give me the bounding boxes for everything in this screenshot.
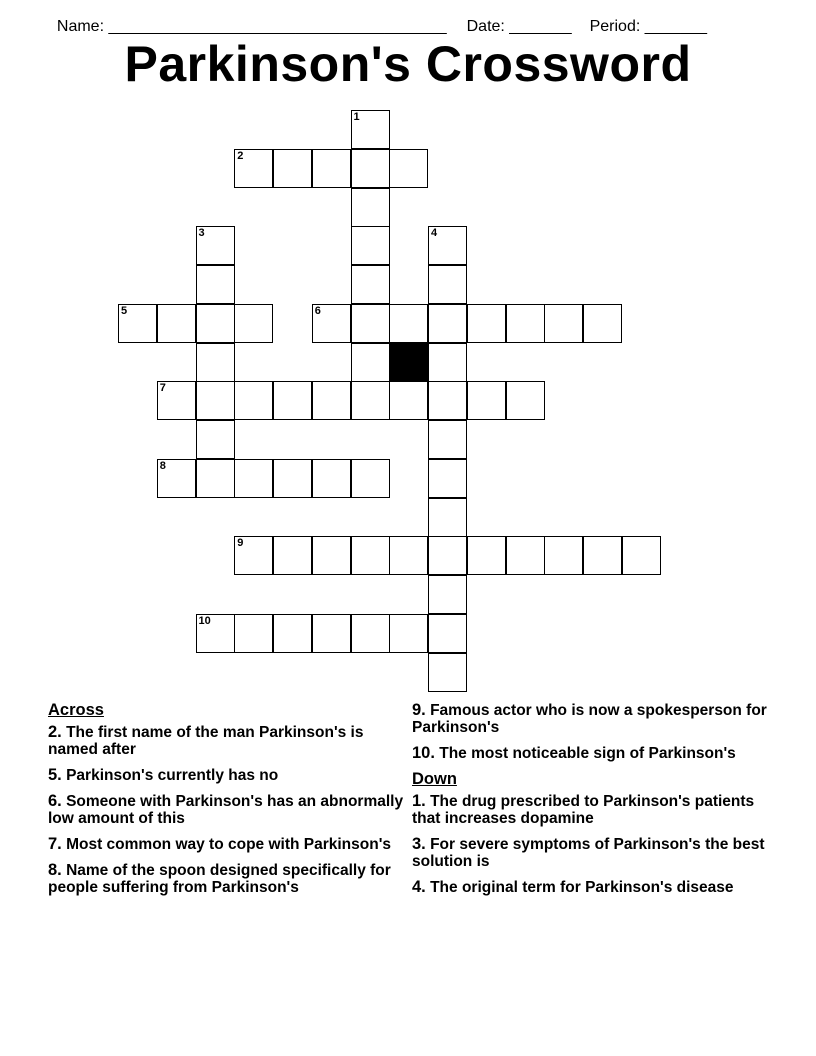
grid-cell[interactable]: [273, 614, 312, 653]
grid-cell[interactable]: [351, 149, 390, 188]
grid-cell[interactable]: [312, 459, 351, 498]
clue-number: 8: [159, 459, 166, 472]
grid-cell[interactable]: [196, 614, 235, 653]
grid-cell[interactable]: [389, 381, 428, 420]
grid-cell[interactable]: [234, 536, 273, 575]
grid-cell[interactable]: [351, 381, 390, 420]
grid-cell[interactable]: [273, 459, 312, 498]
across-clue-6: 6. Someone with Parkinson's has an abnormally low amount of this: [48, 792, 404, 827]
grid-cell[interactable]: [273, 536, 312, 575]
grid-cell[interactable]: [351, 343, 390, 382]
down-clue-3: 3. For severe symptoms of Parkinson's the best solution is: [412, 835, 765, 870]
grid-cell[interactable]: [389, 536, 428, 575]
grid-cell[interactable]: [312, 149, 351, 188]
clue-number: 5: [121, 304, 128, 317]
grid-cell[interactable]: [118, 304, 157, 343]
grid-cell[interactable]: [389, 149, 428, 188]
page-title: Parkinson's Crossword: [124, 36, 692, 92]
grid-cell[interactable]: [196, 343, 235, 382]
across-clue-7: 7. Most common way to cope with Parkinson's: [48, 835, 392, 853]
grid-cell[interactable]: [234, 149, 273, 188]
clues-column-left: [48, 702, 408, 905]
grid-cell[interactable]: [312, 536, 351, 575]
grid-cell[interactable]: [428, 459, 467, 498]
grid-cell[interactable]: [351, 110, 390, 149]
across-clue-10: 10. The most noticeable sign of Parkinson's: [412, 744, 736, 762]
clue-number: 9: [237, 537, 244, 550]
grid-cell[interactable]: [428, 304, 467, 343]
grid-cell[interactable]: [428, 420, 467, 459]
grid-cell[interactable]: [544, 304, 583, 343]
grid-cell[interactable]: [583, 304, 622, 343]
grid-cell[interactable]: [544, 536, 583, 575]
grid-cell[interactable]: [157, 459, 196, 498]
grid-cell[interactable]: [428, 614, 467, 653]
grid-cell[interactable]: [234, 614, 273, 653]
grid-cell[interactable]: [506, 536, 545, 575]
grid-cell[interactable]: [467, 304, 506, 343]
clue-number: 10: [198, 614, 211, 627]
grid-cell[interactable]: [351, 614, 390, 653]
grid-cell[interactable]: [351, 226, 390, 265]
grid-cell[interactable]: [428, 381, 467, 420]
grid-cell[interactable]: [196, 459, 235, 498]
grid-cell[interactable]: [622, 536, 661, 575]
grid-cell[interactable]: [196, 304, 235, 343]
grid-cell[interactable]: [351, 188, 390, 227]
grid-cell[interactable]: [506, 381, 545, 420]
grid-cell[interactable]: [157, 381, 196, 420]
clue-number: 1: [353, 111, 360, 123]
grid-cell[interactable]: [312, 614, 351, 653]
grid-cell[interactable]: [428, 653, 467, 692]
grid-cell[interactable]: [312, 381, 351, 420]
grid-cell[interactable]: [428, 575, 467, 614]
clue-number: 4: [431, 227, 438, 240]
grid-cell[interactable]: [234, 381, 273, 420]
clue-number: 2: [237, 149, 244, 162]
grid-cell[interactable]: [583, 536, 622, 575]
grid-cell[interactable]: [273, 381, 312, 420]
grid-cell[interactable]: [351, 536, 390, 575]
grid-cell[interactable]: [467, 381, 506, 420]
across-heading: Across: [48, 701, 104, 719]
grid-cell[interactable]: [196, 265, 235, 304]
grid-cell[interactable]: [428, 536, 467, 575]
grid-cell[interactable]: [351, 265, 390, 304]
period-field-label[interactable]: Period: _______: [589, 18, 708, 35]
grid-cell[interactable]: [389, 304, 428, 343]
grid-cell[interactable]: [428, 265, 467, 304]
down-clue-4: 4. The original term for Parkinson's disease: [412, 878, 734, 896]
grid-cell[interactable]: [351, 304, 390, 343]
black-cell: [389, 343, 428, 382]
across-clue-2: 2. The first name of the man Parkinson's is named after: [48, 723, 364, 758]
grid-cell[interactable]: [428, 226, 467, 265]
clue-number: 7: [159, 382, 166, 395]
grid-cell[interactable]: [234, 459, 273, 498]
grid-cell[interactable]: [467, 536, 506, 575]
down-clue-1: 1. The drug prescribed to Parkinson's patients that increases dopamine: [412, 792, 755, 827]
grid-cell[interactable]: [506, 304, 545, 343]
across-clue-5: 5. Parkinson's currently has no: [48, 766, 279, 784]
name-field-label[interactable]: Name: ______________________________________: [56, 18, 447, 35]
grid-cell[interactable]: [273, 149, 312, 188]
grid-cell[interactable]: [389, 614, 428, 653]
grid-cell[interactable]: [196, 420, 235, 459]
grid-cell[interactable]: [157, 304, 196, 343]
grid-cell[interactable]: [428, 343, 467, 382]
grid-cell[interactable]: [196, 381, 235, 420]
grid-cell[interactable]: [196, 226, 235, 265]
across-clue-8: 8. Name of the spoon designed specifically for people suffering from Parkinson's: [48, 861, 391, 896]
down-heading: Down: [412, 770, 457, 788]
date-field-label[interactable]: Date: _______: [466, 18, 572, 35]
grid-cell[interactable]: [234, 304, 273, 343]
clues-column-right: [412, 702, 772, 905]
across-clue-9: 9. Famous actor who is now a spokesperson for Parkinson's: [412, 701, 767, 736]
grid-cell[interactable]: [312, 304, 351, 343]
clue-number: 3: [198, 227, 205, 240]
clue-number: 6: [314, 304, 321, 317]
grid-cell[interactable]: [351, 459, 390, 498]
grid-cell[interactable]: [428, 498, 467, 537]
